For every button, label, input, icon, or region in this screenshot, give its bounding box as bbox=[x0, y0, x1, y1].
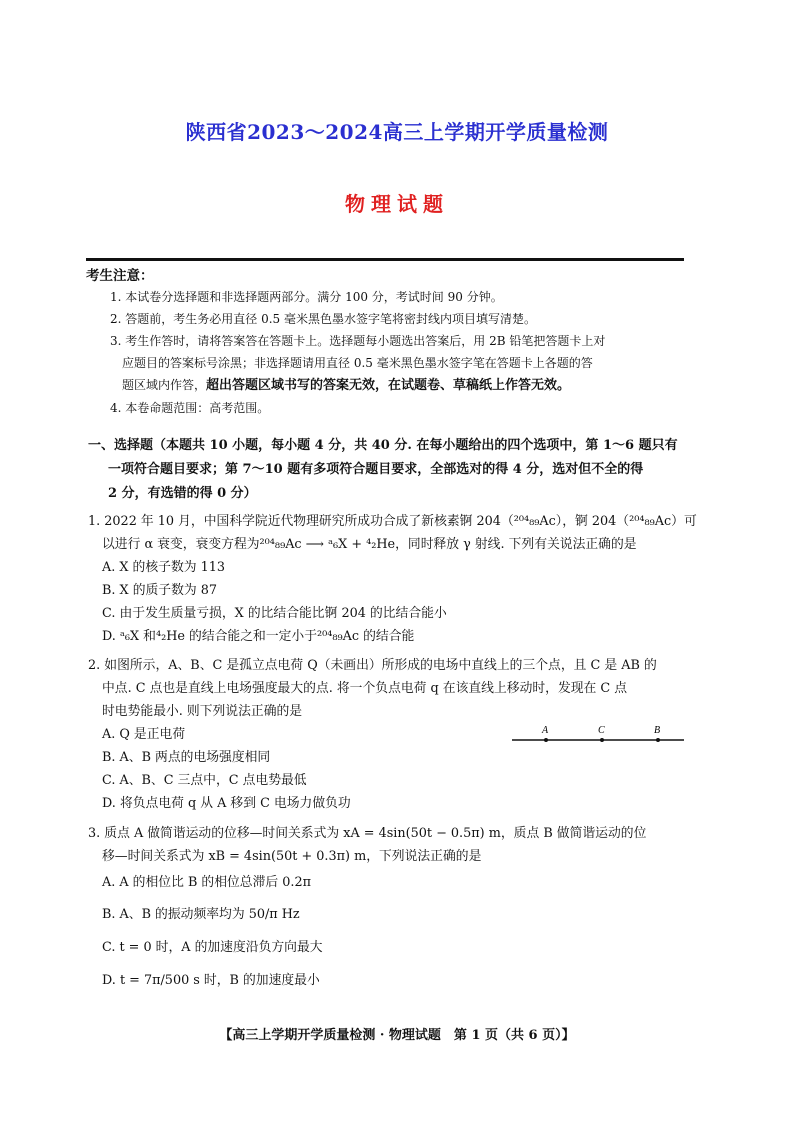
q2-option-c: C. A、B、C 三点中，C 点电势最低 bbox=[102, 773, 307, 788]
q1-option-c: C. 由于发生质量亏损，X 的比结合能比锕 204 的比结合能小 bbox=[102, 606, 447, 621]
q3-stem-line-2: 移—时间关系式为 xB = 4sin(50t + 0.3π) m，下列说法正确的是 bbox=[102, 849, 482, 864]
point-a-label: A bbox=[542, 725, 549, 736]
notice-heading: 考生注意： bbox=[86, 268, 154, 284]
q1-option-d: D. ᵃ₆X 和⁴₂He 的结合能之和一定小于²⁰⁴₈₉Ac 的结合能 bbox=[102, 629, 415, 644]
notice-item-4: 4. 本卷命题范围：高考范围。 bbox=[110, 401, 270, 415]
section-line-2: 一项符合题目要求；第 7～10 题有多项符合题目要求，全部选对的得 4 分，选对但不全的得 bbox=[108, 462, 644, 477]
q3-option-a: A. A 的相位比 B 的相位总滞后 0.2π bbox=[102, 875, 312, 890]
page-footer: 【高三上学期开学质量检测 · 物理试题 第 1 页（共 6 页）】 bbox=[219, 1028, 575, 1043]
point-c-dot bbox=[600, 738, 604, 742]
section-line-1: 一、选择题（本题共 10 小题，每小题 4 分，共 40 分. 在每小题给出的四个选项中，第 1～6 题只有 bbox=[88, 438, 678, 453]
question-3 bbox=[88, 822, 684, 998]
q3-stem-line-1: 3. 质点 A 做简谐运动的位移—时间关系式为 xA = 4sin(50t − 0.5π) m，质点 B 做简谐运动的位 bbox=[88, 826, 647, 841]
notice-item-3-tail-plain: 题区域内作答， bbox=[122, 378, 207, 392]
q3-option-c: C. t = 0 时，A 的加速度沿负方向最大 bbox=[102, 940, 323, 955]
point-c-label: C bbox=[598, 725, 605, 736]
point-b-label: B bbox=[654, 725, 661, 736]
q1-option-b: B. X 的质子数为 87 bbox=[102, 583, 218, 598]
notice-item-3-emphasis: 超出答题区域书写的答案无效，在试题卷、草稿纸上作答无效。 bbox=[206, 378, 571, 393]
point-a-dot bbox=[544, 738, 548, 742]
q1-option-a: A. X 的核子数为 113 bbox=[102, 560, 226, 575]
notice-list bbox=[110, 286, 688, 419]
q1-stem-line-2: 以进行 α 衰变，衰变方程为²⁰⁴₈₉Ac ⟶ ᵃ₆X + ⁴₂He，同时释放 γ 射线. 下列有关说法正确的是 bbox=[102, 537, 637, 552]
section-instructions bbox=[88, 434, 686, 506]
section-line-3: 2 分，有选错的得 0 分） bbox=[108, 486, 257, 501]
header-divider bbox=[86, 258, 684, 261]
notice-item-1: 1. 本试卷分选择题和非选择题两部分。满分 100 分，考试时间 90 分钟。 bbox=[110, 290, 503, 304]
q3-option-b: B. A、B 的振动频率均为 50/π Hz bbox=[102, 907, 300, 922]
q3-option-d: D. t = 7π/500 s 时，B 的加速度最小 bbox=[102, 973, 320, 988]
q2-option-a: A. Q 是正电荷 bbox=[102, 727, 186, 742]
question-1 bbox=[88, 510, 697, 648]
notice-item-3-tail bbox=[110, 374, 688, 397]
exam-header: 陕西省2023～2024高三上学期开学质量检测 bbox=[185, 120, 609, 144]
q2-stem-line-3: 时电势能最小. 则下列说法正确的是 bbox=[102, 704, 303, 719]
q2-stem-line-2: 中点. C 点也是直线上电场强度最大的点. 将一个负点电荷 q 在该直线上移动时，发现在 C 点 bbox=[102, 681, 628, 696]
q2-option-b: B. A、B 两点的电场强度相同 bbox=[102, 750, 271, 765]
notice-item-3-cont: 应题目的答案标号涂黑；非选择题请用直径 0.5 毫米黑色墨水签字笔在答题卡上各题的答 bbox=[122, 356, 593, 370]
notice-item-2: 2. 答题前，考生务必用直径 0.5 毫米黑色墨水签字笔将密封线内项目填写清楚。 bbox=[110, 312, 536, 326]
q2-stem-line-1: 2. 如图所示，A、B、C 是孤立点电荷 Q（未画出）所形成的电场中直线上的三个点，且 C 是 AB 的 bbox=[88, 658, 657, 673]
q1-stem-line-1: 1. 2022 年 10 月，中国科学院近代物理研究所成功合成了新核素锕 204（²⁰⁴₈₉Ac），锕 204（²⁰⁴₈₉Ac）可 bbox=[88, 514, 697, 529]
q2-option-d: D. 将负点电荷 q 从 A 移到 C 电场力做负功 bbox=[102, 796, 351, 811]
notice-item-3: 3. 考生作答时，请将答案答在答题卡上。选择题每小题选出答案后，用 2B 铅笔把答题卡上对 bbox=[110, 334, 606, 348]
field-line-diagram bbox=[512, 722, 684, 750]
point-b-dot bbox=[656, 738, 660, 742]
exam-title: 物理试题 bbox=[345, 192, 449, 216]
